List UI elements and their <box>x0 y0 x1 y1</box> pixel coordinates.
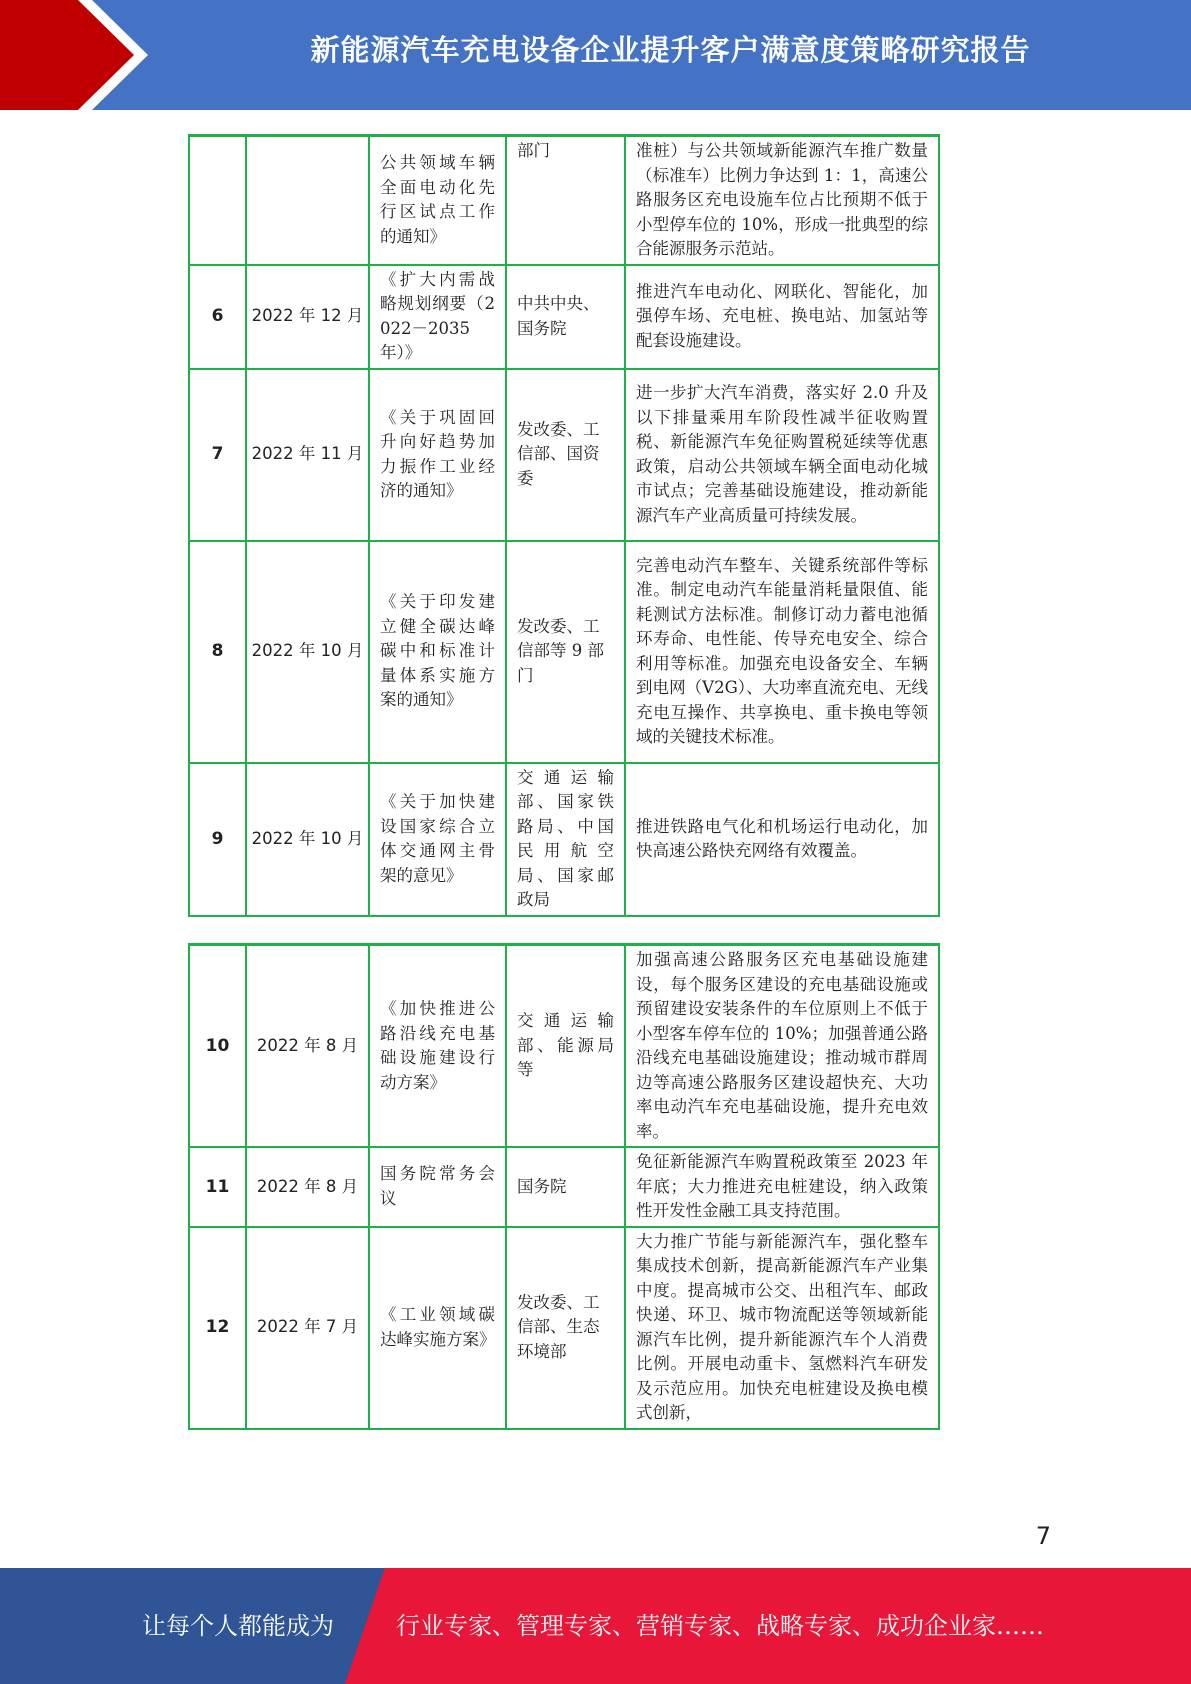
table-row <box>189 763 939 916</box>
row-content: 进一步扩大汽车消费，落实好 2.0 升及以下排量乘用车阶段性减半征收购置税、新能源汽车免征购置税延续等优惠政策，启动公共领域车辆全面电动化城市试点；完善基础设施建设，推动新能源汽车产业高质量可持续发展。 <box>625 369 939 541</box>
table-row <box>189 1227 939 1429</box>
row-date <box>246 136 369 265</box>
row-department: 发改委、工信部等 9 部门 <box>506 541 625 763</box>
policy-table-part-1 <box>188 134 938 917</box>
row-content: 准桩）与公共领域新能源汽车推广数量（标准车）比例力争达到 1：1，高速公路服务区充电设施车位占比预期不低于小型停车位的 10%，形成一批典型的综合能源服务示范站。 <box>625 136 939 265</box>
row-content: 推进铁路电气化和机场运行电动化，加快高速公路快充网络有效覆盖。 <box>625 763 939 916</box>
row-document: 《关于巩固回升向好趋势加力振作工业经济的通知》 <box>369 369 506 541</box>
page-footer <box>0 1568 1191 1684</box>
row-number: 8 <box>189 541 246 763</box>
row-document: 《扩大内需战略规划纲要（2022－2035 年）》 <box>369 265 506 369</box>
row-document: 公共领域车辆全面电动化先行区试点工作的通知》 <box>369 136 506 265</box>
row-number: 11 <box>189 1147 246 1227</box>
table-row <box>189 136 939 265</box>
row-document: 国务院常务会议 <box>369 1147 506 1227</box>
row-document: 《关于加快建设国家综合立体交通网主骨架的意见》 <box>369 763 506 916</box>
row-number <box>189 136 246 265</box>
row-date: 2022 年 10 月 <box>246 541 369 763</box>
row-department: 发改委、工信部、国资委 <box>506 369 625 541</box>
header-title: 新能源汽车充电设备企业提升客户满意度策略研究报告 <box>310 33 1031 67</box>
row-document: 《加快推进公路沿线充电基础设施建设行动方案》 <box>369 945 506 1148</box>
row-content: 加强高速公路服务区充电基础设施建设，每个服务区建设的充电基础设施或预留建设安装条件的车位原则上不低于小型客车停车位的 10%；加强普通公路沿线充电基础设施建设；推动城市群周边等高速公路服务区建设超快充、大功率电动汽车充电基础设施，提升充电效率。 <box>625 945 939 1148</box>
row-number: 6 <box>189 265 246 369</box>
row-content: 大力推广节能与新能源汽车，强化整车集成技术创新，提高新能源汽车产业集中度。提高城市公交、出租汽车、邮政快递、环卫、城市物流配送等领域新能源汽车比例，提升新能源汽车个人消费比例。开展电动重卡、氢燃料汽车研发及示范应用。加快充电桩建设及换电模式创新， <box>625 1227 939 1429</box>
row-document: 《工业领域碳达峰实施方案》 <box>369 1227 506 1429</box>
row-content: 免征新能源汽车购置税政策至 2023 年年底；大力推进充电桩建设，纳入政策性开发性金融工具支持范围。 <box>625 1147 939 1227</box>
table-row <box>189 369 939 541</box>
row-date: 2022 年 8 月 <box>246 945 369 1148</box>
row-number: 9 <box>189 763 246 916</box>
row-number: 10 <box>189 945 246 1148</box>
page-number: 7 <box>1035 1522 1051 1550</box>
row-department: 部门 <box>506 136 625 265</box>
page-header <box>0 0 1191 110</box>
row-number: 7 <box>189 369 246 541</box>
table-row <box>189 541 939 763</box>
row-department: 发改委、工信部、生态环境部 <box>506 1227 625 1429</box>
row-content: 完善电动汽车整车、关键系统部件等标准。制定电动汽车能量消耗量限值、能耗测试方法标准。制修订动力蓄电池循环寿命、电性能、传导充电安全、综合利用等标准。加强充电设备安全、车辆到电网（V2G）、大功率直流充电、无线充电互操作、共享换电、重卡换电等领域的关键技术标准。 <box>625 541 939 763</box>
row-department: 交通运输部、能源局等 <box>506 945 625 1148</box>
row-date: 2022 年 8 月 <box>246 1147 369 1227</box>
policy-table-part-2 <box>188 943 938 1430</box>
row-date: 2022 年 12 月 <box>246 265 369 369</box>
row-content: 推进汽车电动化、网联化、智能化，加强停车场、充电桩、换电站、加氢站等配套设施建设。 <box>625 265 939 369</box>
row-date: 2022 年 11 月 <box>246 369 369 541</box>
table-row <box>189 265 939 369</box>
table-row <box>189 945 939 1148</box>
header-chevron-icon <box>0 0 160 110</box>
footer-slogan-left: 让每个人都能成为 <box>142 1612 334 1640</box>
row-department: 中共中央、国务院 <box>506 265 625 369</box>
row-number: 12 <box>189 1227 246 1429</box>
row-date: 2022 年 7 月 <box>246 1227 369 1429</box>
row-date: 2022 年 10 月 <box>246 763 369 916</box>
row-department: 国务院 <box>506 1147 625 1227</box>
table-row <box>189 1147 939 1227</box>
row-department: 交通运输部、国家铁路局、中国民用航空局、国家邮政局 <box>506 763 625 916</box>
footer-slogan-right: 行业专家、管理专家、营销专家、战略专家、成功企业家…… <box>396 1612 1044 1640</box>
row-document: 《关于印发建立健全碳达峰碳中和标准计量体系实施方案的通知》 <box>369 541 506 763</box>
